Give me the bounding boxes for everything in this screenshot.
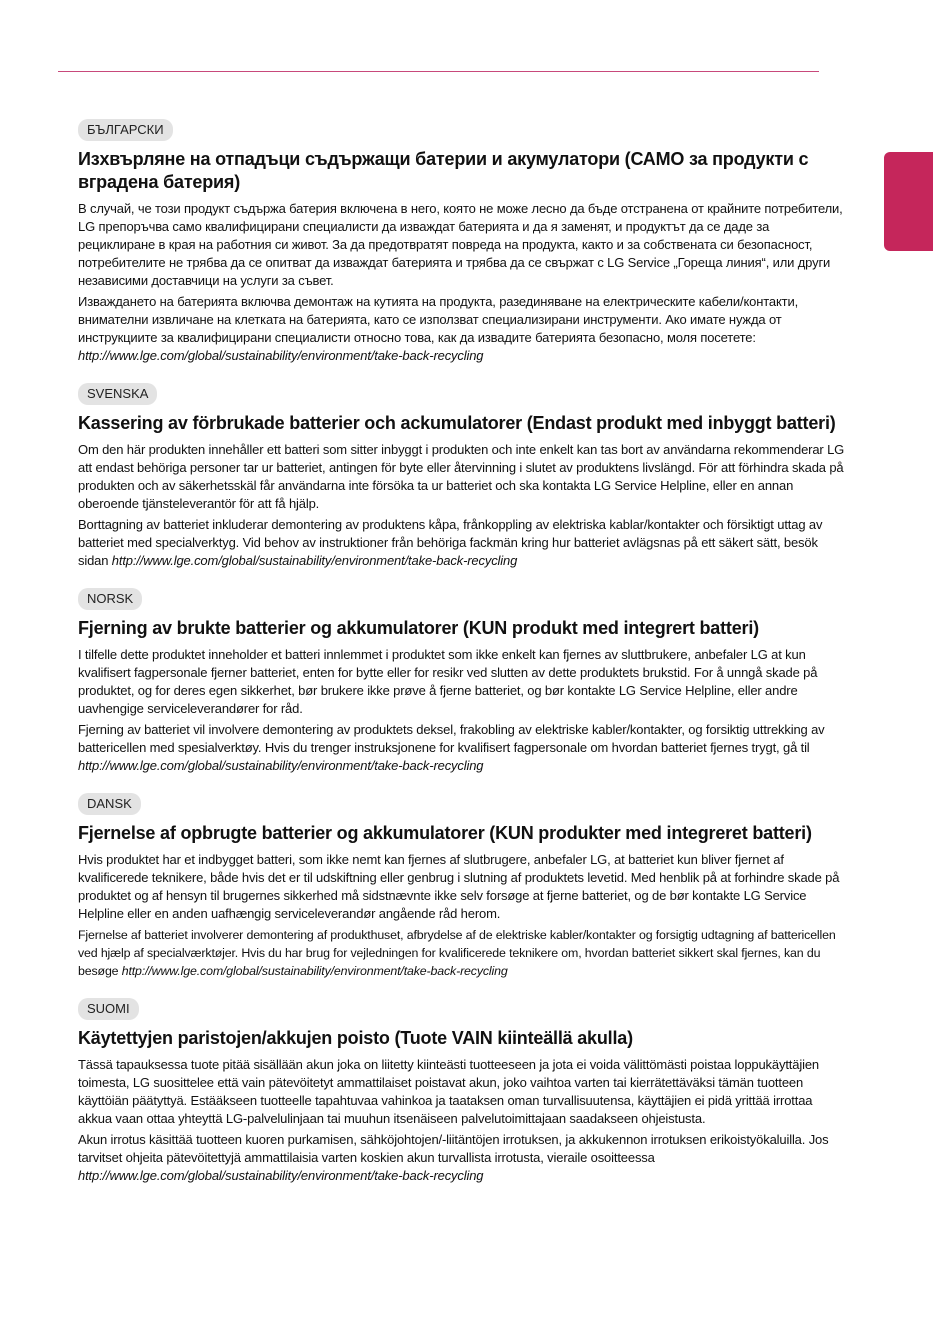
section-bulgarian xyxy=(78,119,848,365)
section-norwegian xyxy=(78,588,848,775)
language-label: SUOMI xyxy=(78,998,139,1020)
section-title: Изхвърляне на отпадъци съдържащи батерии и акумулатори (САМО за продукти с вградена батерия) xyxy=(78,149,809,192)
paragraph: Tässä tapauksessa tuote pitää sisällään akun joka on liitetty kiinteästi tuotteeseen ja jota ei voida välittömästi poistaa loppukäyttäjien toimesta, LG suosittelee että vain pätevöitetyt ammattilaiset poistavat akun, joko vaihtoa varten tai kierrätettäväksi tämän tuotteen käyttöiän päätyttyä. Estääkseen tuotteelle tapahtuvaa vahinkoa ja taataksen oman turvallisuutensa, käyttäjien ei pidä yrittää irrottaa akkua vaan ottaa yhteyttä LG-palvelulinjaan tai muuhun itsenäiseen palvelutoimittajaan saadakseen ohjeistusta. xyxy=(78,1057,819,1126)
section-title: Käytettyjen paristojen/akkujen poisto (Tuote VAIN kiinteällä akulla) xyxy=(78,1028,633,1048)
section-title: Fjernelse af opbrugte batterier og akkumulatorer (KUN produkter med integreret batteri) xyxy=(78,823,812,843)
paragraph xyxy=(78,516,848,570)
language-tab-marker xyxy=(884,152,933,251)
language-label: DANSK xyxy=(78,793,141,815)
paragraph xyxy=(78,1131,848,1185)
section-danish xyxy=(78,793,848,980)
paragraph: Hvis produktet har et indbygget batteri, som ikke nemt kan fjernes af slutbrugere, anbefaler LG, at batteriet kun bliver fjernet af kvalificerede teknikere, både hvis det er til udskiftning eller genbrug i slutning af produktets levetid. Med henblik på at forhindre skade på produktet og af hensyn til brugernes sikkerhed må sidstnævnte ikke selv forsøge at fjerne batteriet, og de bør kontakte LG Service Helpline eller en anden uafhængig serviceleverandør angående råd herom. xyxy=(78,852,840,921)
paragraph-text: Akun irrotus käsittää tuotteen kuoren purkamisen, sähköjohtojen/-liitäntöjen irrotuksen, ja akkukennon irrotuksen erikoistyökaluilla. Jos tarvitset ohjeita pätevöitettyjä ammattilaisia varten koskien akun turvallista irrotusta, vieraile osoitteessa xyxy=(78,1132,829,1165)
paragraph xyxy=(78,293,848,365)
section-title: Fjerning av brukte batterier og akkumulatorer (KUN produkt med integrert batteri) xyxy=(78,618,759,638)
section-swedish xyxy=(78,383,848,570)
language-label: NORSK xyxy=(78,588,142,610)
language-label: SVENSKA xyxy=(78,383,157,405)
paragraph-text: Borttagning av batteriet inkluderar demontering av produktens kåpa, frånkoppling av elektriska kablar/kontakter och försiktigt uttag av batteriet med specialverktyg. Vid behov av instruktioner från behöriga fackmän kring hur batteriet avlägsnas på ett säkert sätt, besök sidan xyxy=(78,517,823,568)
recycling-link[interactable]: http://www.lge.com/global/sustainability/environment/take-back-recycling xyxy=(121,964,508,978)
recycling-link[interactable]: http://www.lge.com/global/sustainability/environment/take-back-recycling xyxy=(78,1168,484,1183)
paragraph xyxy=(78,721,848,775)
document-body xyxy=(78,119,848,1188)
section-finnish xyxy=(78,998,848,1185)
paragraph-text: Изваждането на батерията включва демонтаж на кутията на продукта, разединяване на електрическите кабели/контакти, внимателни извличане на клетката на батерията, като се използват специализирани инструменти. Ако имате нужда от инструкциите за квалифицирани специалисти относно това, как да извадите батерията безопасно, моля посетете: xyxy=(78,294,799,345)
header-divider xyxy=(58,71,819,72)
paragraph xyxy=(78,926,848,980)
recycling-link[interactable]: http://www.lge.com/global/sustainability/environment/take-back-recycling xyxy=(78,758,484,773)
paragraph: Om den här produkten innehåller ett batteri som sitter inbyggt i produkten och inte enkelt kan tas bort av användarna rekommenderar LG att endast behöriga personer tar ur batteriet, antingen för byte eller återvinning i slutet av produktens livslängd. För att förhindra skada på produkten och av säkerhetsskäl får användarna inte försöka ta ur batteriet och ska kontakta LG Service Helpline, eller en annan oberoende tjänsteleverantör för att få hjälp. xyxy=(78,442,845,511)
paragraph: В случай, че този продукт съдържа батерия включена в него, която не може лесно да бъде отстранена от крайните потребители, LG препоръчва само квалифицирани специалисти да изваждат батерията и да я заменят, и продуктът да се даде за рециклиране в края на работния си живот. За да предотвратят повреда на продукта, както и за собствената си безопасност, потребителите не трябва да се опитват да изваждат батерията и трябва да се свържат с LG Service „Гореща линия“, или други независими доставчици на услуги за съвет. xyxy=(78,201,843,288)
recycling-link[interactable]: http://www.lge.com/global/sustainability/environment/take-back-recycling xyxy=(111,553,518,568)
language-label: БЪЛГАРСКИ xyxy=(78,119,173,141)
paragraph-text: Fjernelse af batteriet involverer demontering af produkthuset, afbrydelse af de elektriske kabler/kontakter og forsigtig udtagning af battericellen ved hjælp af specialværktøjer. Hvis du har brug for vejledningen for kvalificerede teknikere om, hvordan batteriet sikkert skal fjernes, kan du besøge xyxy=(78,928,836,978)
section-title: Kassering av förbrukade batterier och ackumulatorer (Endast produkt med inbyggt batteri) xyxy=(78,413,836,433)
paragraph-text: Fjerning av batteriet vil involvere demontering av produktets deksel, frakobling av elektriske kabler/kontakter, og forsiktig uttrekking av battericellen med spesialverktøy. Hvis du trenger instruksjonene for kvalifisert fagpersonale om hvordan batteriet fjernes trygt, gå til xyxy=(78,722,825,755)
recycling-link[interactable]: http://www.lge.com/global/sustainability/environment/take-back-recycling xyxy=(78,348,484,363)
paragraph: I tilfelle dette produktet inneholder et batteri innlemmet i produktet som ikke enkelt kan fjernes av sluttbrukere, anbefaler LG at kun kvalifisert fagpersonale fjerner batteriet, enten for bytte eller for resikr ved slutten av dette produktets brukstid. For å unngå skade på produktet, og for deres egen sikkerhet, bør brukere ikke prøve å fjerne batteriet, og bør kontakte LG Service Helpline, eller andre uavhengige serviceleverandører for råd. xyxy=(78,647,818,716)
